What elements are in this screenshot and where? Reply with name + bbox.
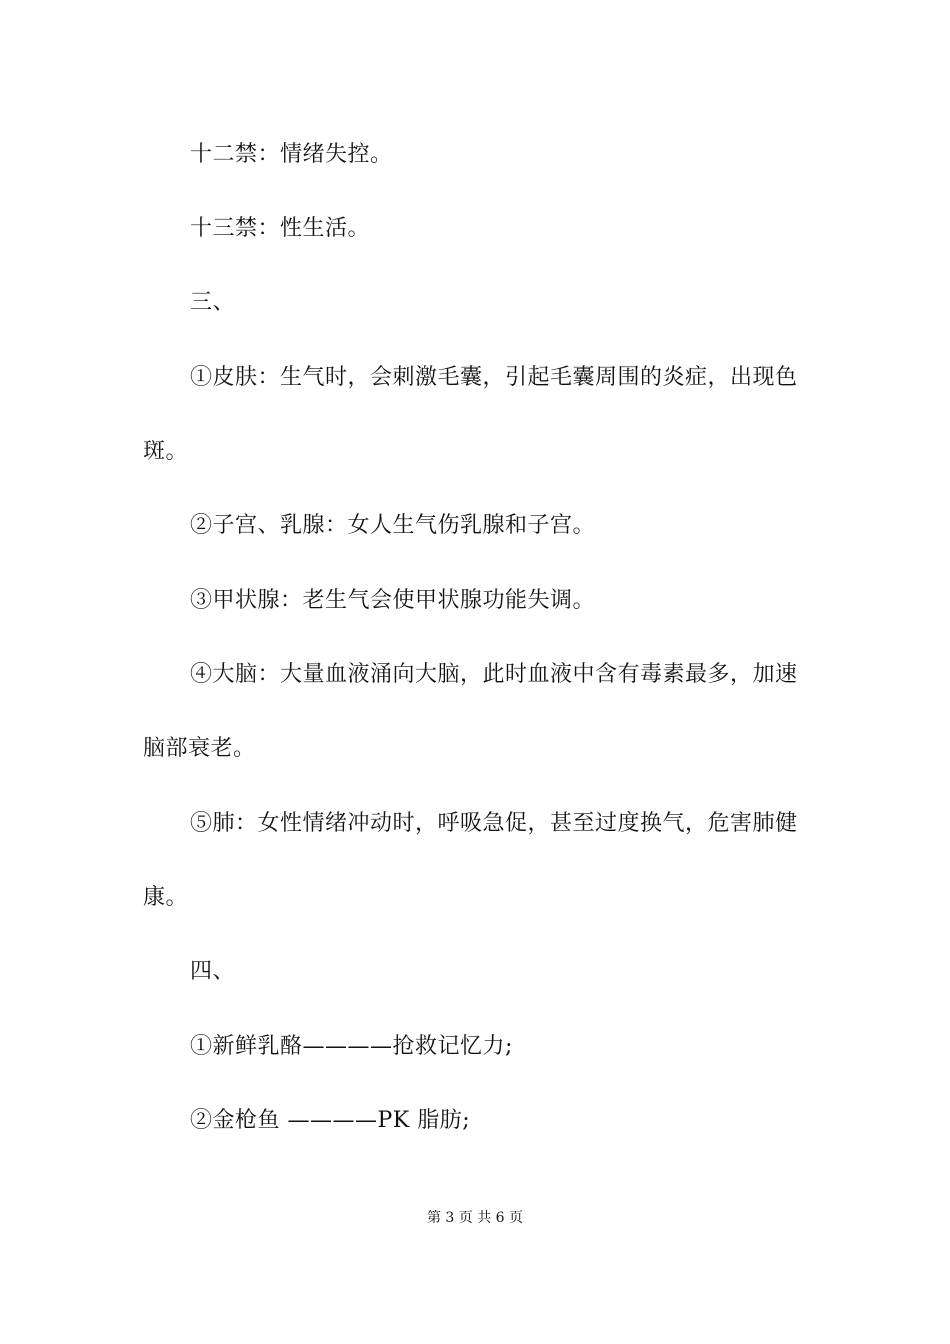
paragraph-line: ①皮肤：生气时，会刺激毛囊，引起毛囊周围的炎症，出现色 xyxy=(190,365,798,390)
section-heading: 三、 xyxy=(190,290,236,315)
page-number-footer: 第 3 页 共 6 页 xyxy=(426,1210,524,1226)
paragraph-line: ⑤肺：女性情绪冲动时，呼吸急促，甚至过度换气，危害肺健 xyxy=(190,811,798,836)
paragraph-line: ①新鲜乳酪————抢救记忆力; xyxy=(190,1034,513,1059)
paragraph-line: 康。 xyxy=(143,885,189,910)
paragraph-line: 斑。 xyxy=(143,439,189,464)
paragraph-line: 脑部衰老。 xyxy=(143,736,256,761)
paragraph-line: ④大脑：大量血液涌向大脑，此时血液中含有毒素最多，加速 xyxy=(190,662,798,687)
paragraph-line: ②子宫、乳腺：女人生气伤乳腺和子宫。 xyxy=(190,513,596,538)
section-heading: 四、 xyxy=(190,959,236,984)
paragraph-line: 十二禁：情绪失控。 xyxy=(190,142,393,167)
paragraph-line: ③甲状腺：老生气会使甲状腺功能失调。 xyxy=(190,588,596,613)
paragraph-line: 十三禁：性生活。 xyxy=(190,216,371,241)
paragraph-line: ②金枪鱼 ————PK 脂肪; xyxy=(190,1108,471,1133)
